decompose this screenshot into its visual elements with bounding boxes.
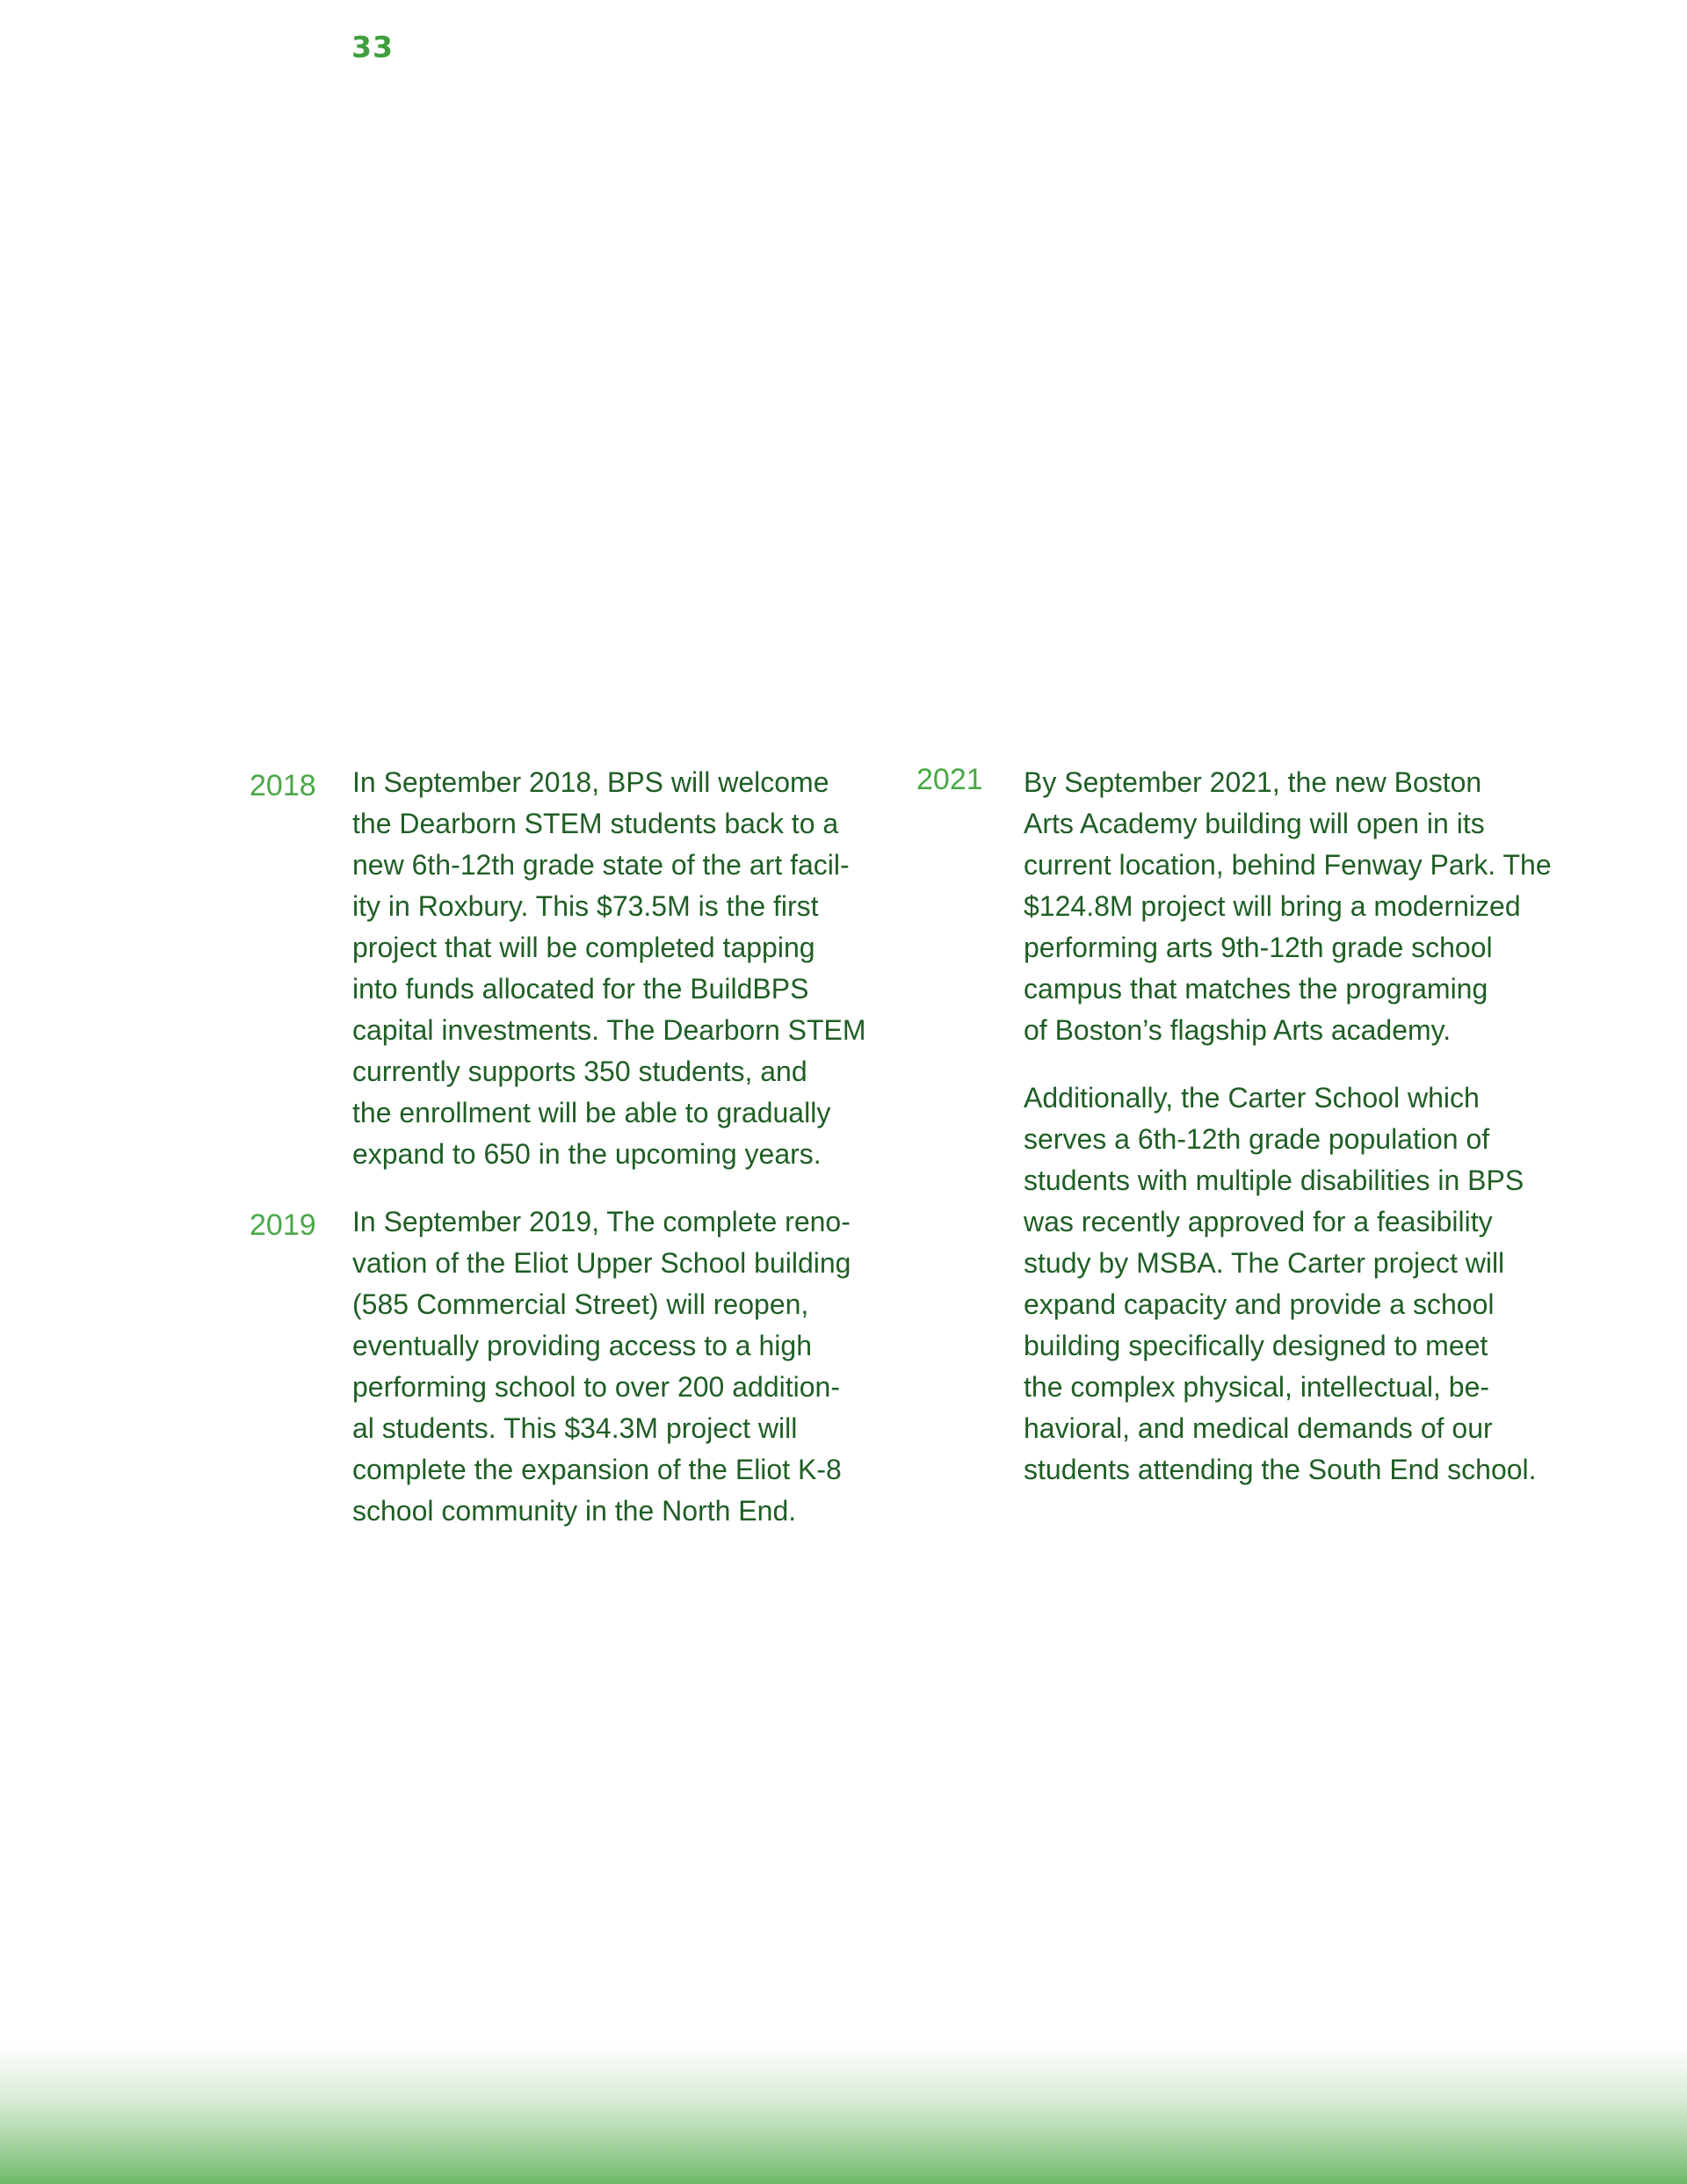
paragraph-2019: In September 2019, The complete reno- vation of the Eliot Upper School building (585 Commercial Street) will reopen, eventually providing access to a high performing school to over 200 addition- al students. This $34.3M project will complete the expansion of the Eliot K-8 school community in the North End. (352, 1206, 851, 1527)
year-label-2021: 2021 (916, 763, 983, 796)
page-number: 33 (351, 30, 394, 64)
paragraph-carter-school: Additionally, the Carter School which serves a 6th-12th grade population of students with multiple disabilities in BPS was recently approved for a feasibility study by MSBA. The Carter project will expand capacity and provide a school building specifically designed to meet the complex physical, intellectual, be- havioral, and medical demands of our students attending the South End school. (1024, 1082, 1537, 1485)
year-label-2019: 2019 (250, 1208, 316, 1242)
year-label-2018: 2018 (250, 769, 316, 802)
paragraph-2018: In September 2018, BPS will welcome the Dearborn STEM students back to a new 6th-12th grade state of the art facil- ity in Roxbury. This $73.5M is the first project that will be completed tapping into funds allocated for the BuildBPS capital investments. The Dearborn STEM currently supports 350 students, and the enrollment will be able to gradually expand to 650 in the upcoming years. (352, 766, 866, 1170)
paragraph-2021: By September 2021, the new Boston Arts Academy building will open in its current location, behind Fenway Park. The $124.8M project will bring a modernized performing arts 9th-12th grade school campus that matches the programing of Boston’s flagship Arts academy. (1024, 766, 1552, 1046)
footer-gradient-band (0, 2043, 1687, 2184)
